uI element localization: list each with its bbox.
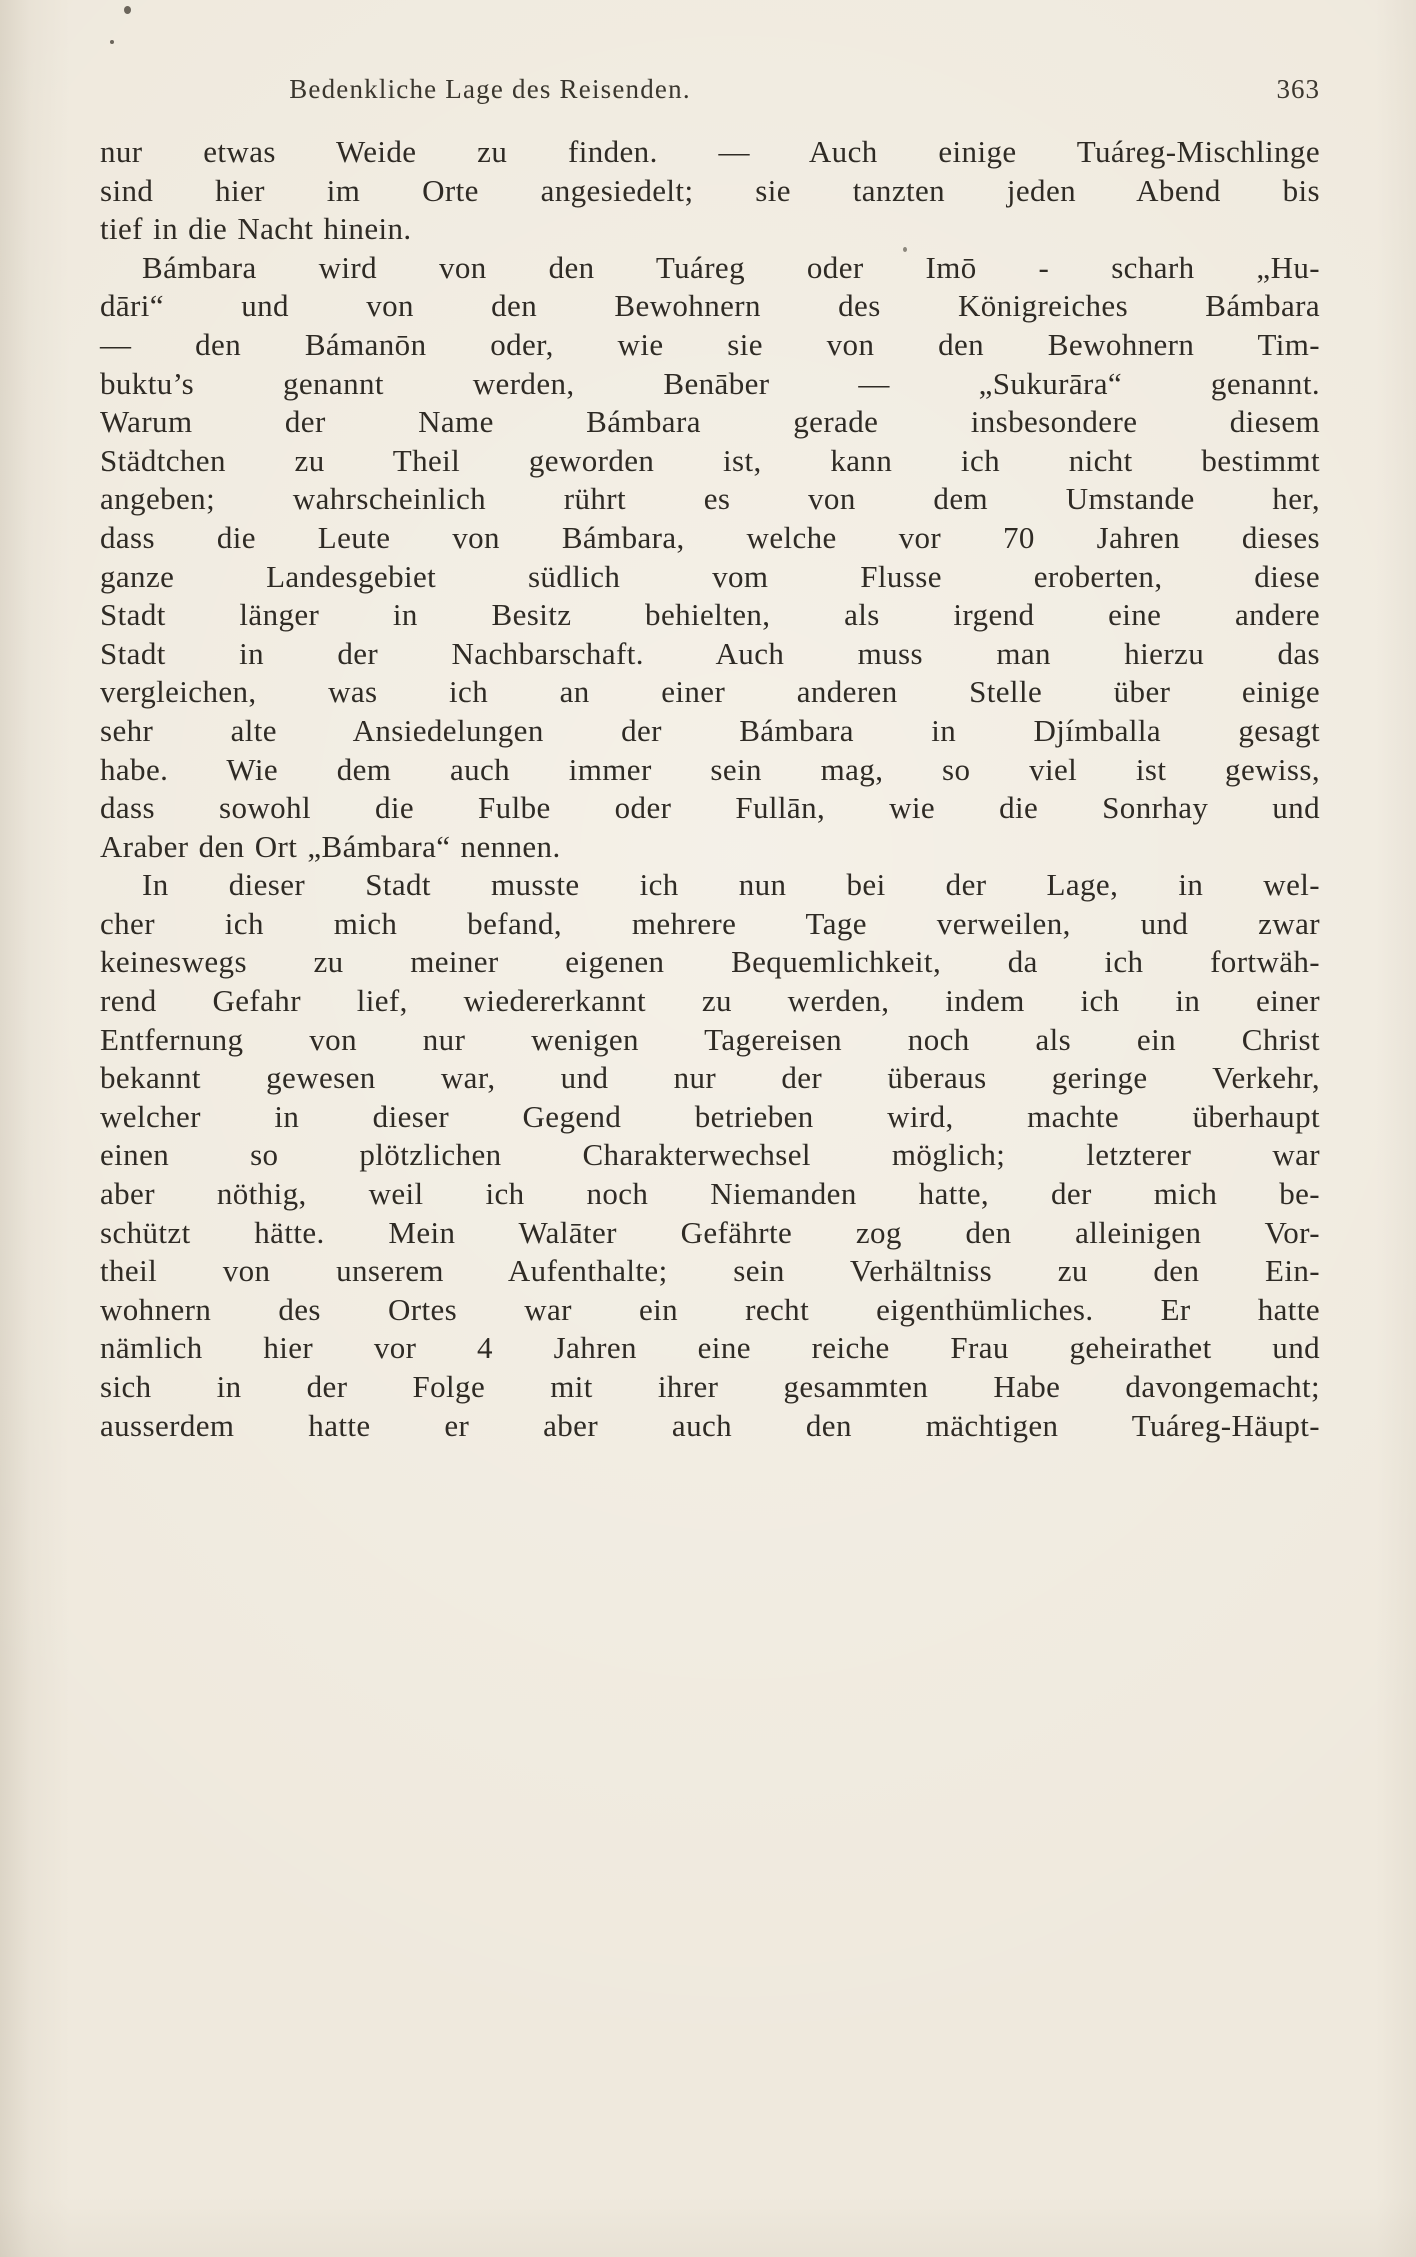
text-line: schützt hätte. Mein Walāter Gefährte zog den alleinigen Vor- [100, 1214, 1320, 1250]
text-line: wohnern des Ortes war ein recht eigenthümliches. Er hatte [100, 1291, 1320, 1327]
page-number: 363 [1276, 74, 1320, 104]
text-line: keineswegs zu meiner eigenen Bequemlichkeit, da ich fortwäh- [100, 944, 1320, 980]
text-line: Stadt länger in Besitz behielten, als irgend eine andere [100, 597, 1320, 633]
scan-speck [124, 6, 131, 14]
text-line: nämlich hier vor 4 Jahren eine reiche Frau geheirathet und [100, 1330, 1320, 1366]
text-line: In dieser Stadt musste ich nun bei der Lage, in wel- [142, 867, 1320, 903]
text-line: cher ich mich befand, mehrere Tage verweilen, und zwar [100, 905, 1320, 941]
text-line: ganze Landesgebiet südlich vom Flusse eroberten, diese [100, 558, 1320, 594]
text-line: bekannt gewesen war, und nur der überaus geringe Verkehr, [100, 1060, 1320, 1096]
text-line: vergleichen, was ich an einer anderen Stelle über einige [100, 674, 1320, 710]
text-line: Bámbara wird von den Tuáreg oder Imō - scharh „Hu- [142, 249, 1320, 285]
text-line: Warum der Name Bámbara gerade insbesondere diesem [100, 404, 1320, 440]
text-line: sich in der Folge mit ihrer gesammten Habe davongemacht; [100, 1369, 1320, 1404]
text-line: Städtchen zu Theil geworden ist, kann ich nicht bestimmt [100, 442, 1320, 478]
text-line: sind hier im Orte angesiedelt; sie tanzten jeden Abend bis [100, 172, 1320, 208]
text-line: theil von unserem Aufenthalte; sein Verhältniss zu den Ein- [100, 1253, 1320, 1289]
text-line: habe. Wie dem auch immer sein mag, so viel ist gewiss, [100, 751, 1320, 787]
paragraph [100, 249, 1320, 867]
header-title: Bedenkliche Lage des Reisenden. [289, 74, 691, 104]
text-line: ausserdem hatte er aber auch den mächtigen Tuáreg-Häupt- [100, 1407, 1320, 1443]
text-line: welcher in dieser Gegend betrieben wird, machte überhaupt [100, 1098, 1320, 1134]
text-line: dass sowohl die Fulbe oder Fullān, wie die Sonrhay und [100, 790, 1320, 826]
text-line: dāri“ und von den Bewohnern des Königreiches Bámbara [100, 288, 1320, 324]
running-header [100, 74, 1320, 114]
text-line: Araber den Ort „Bámbara“ nennen. [100, 828, 561, 864]
text-line: Stadt in der Nachbarschaft. Auch muss man hierzu das [100, 635, 1320, 671]
text-line: tief in die Nacht hinein. [100, 211, 412, 247]
text-line: einen so plötzlichen Charakterwechsel möglich; letzterer war [100, 1137, 1320, 1173]
text-line: sehr alte Ansiedelungen der Bámbara in Djímballa gesagt [100, 712, 1320, 748]
text-line: Entfernung von nur wenigen Tagereisen noch als ein Christ [100, 1021, 1320, 1057]
scan-speck [110, 40, 114, 44]
text-line: nur etwas Weide zu finden. — Auch einige Tuáreg-Mischlinge [100, 134, 1320, 169]
text-block [100, 133, 1320, 1445]
paragraph [100, 133, 1320, 249]
text-line: aber nöthig, weil ich noch Niemanden hatte, der mich be- [100, 1176, 1320, 1212]
text-line: buktu’s genannt werden, Benāber — „Sukurāra“ genannt. [100, 365, 1320, 401]
text-line: dass die Leute von Bámbara, welche vor 70 Jahren dieses [100, 519, 1320, 555]
text-line: rend Gefahr lief, wiedererkannt zu werden, indem ich in einer [100, 983, 1320, 1019]
text-line: angeben; wahrscheinlich rührt es von dem Umstande her, [100, 481, 1320, 517]
paragraph [100, 866, 1320, 1445]
text-line: — den Bámanōn oder, wie sie von den Bewohnern Tim- [100, 326, 1320, 362]
